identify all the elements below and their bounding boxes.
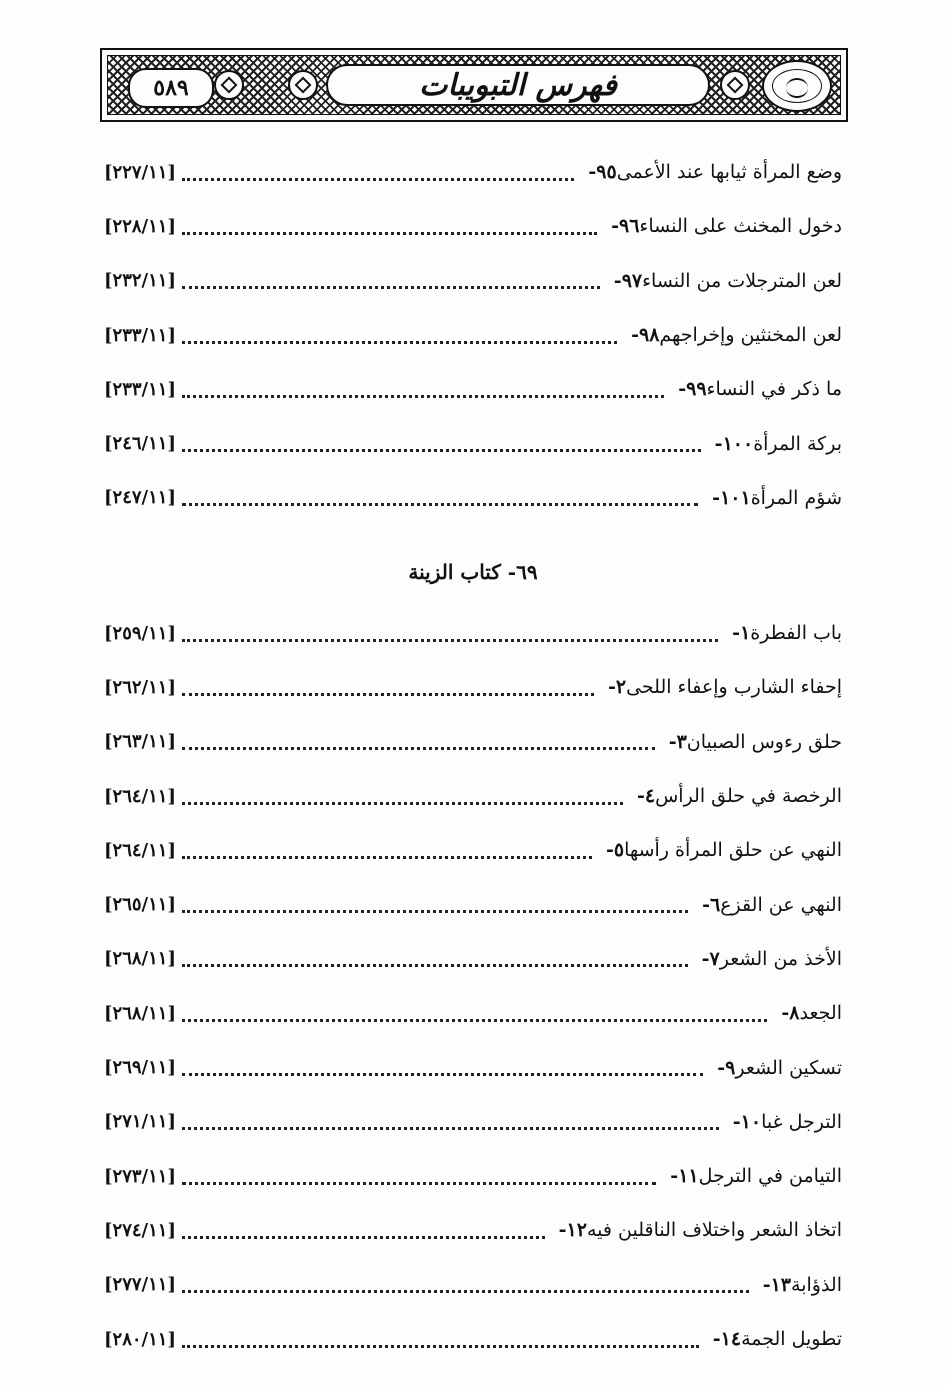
toc-entry[interactable] [104, 471, 842, 525]
entry-number: ٩٩- [678, 378, 707, 401]
entry-number: ١٠١- [712, 486, 751, 509]
entry-number: ٩٦- [611, 215, 640, 238]
entry-title: تطويل الجمة [741, 1328, 842, 1350]
leader-dots [182, 856, 592, 859]
entry-reference: [٢٣٣/١١] [104, 324, 176, 346]
entry-reference: [٢٤٦/١١] [104, 433, 176, 455]
entry-reference: [٢٦٢/١١] [104, 676, 176, 698]
entry-number: ١- [732, 622, 751, 645]
entry-title-group [580, 161, 842, 183]
entry-title-group [603, 215, 842, 237]
page-header [100, 48, 848, 122]
entry-number: ٩٥- [588, 161, 617, 184]
entry-reference: [٢٢٨/١١] [104, 215, 176, 237]
entry-title-group [598, 839, 842, 861]
entry-number: ٩٨- [631, 324, 660, 347]
entry-number: ٥- [605, 839, 625, 862]
entry-reference: [٢٥٩/١١] [104, 622, 176, 644]
toc-entry[interactable] [104, 660, 842, 714]
entry-title: لعن المترجلات من النساء [642, 269, 842, 292]
ornament-icon [214, 70, 244, 100]
ornament-icon [720, 70, 750, 100]
entry-title: تسكين الشعر [735, 1056, 842, 1079]
entry-title: الترجل غبا [761, 1110, 842, 1133]
entry-title: الأخذ من الشعر [719, 947, 842, 970]
page-number: ٥٨٩ [153, 75, 189, 101]
toc-entry[interactable] [104, 308, 842, 362]
entry-title-group [623, 324, 842, 346]
entry-title: إحفاء الشارب وإعفاء اللحى [626, 676, 842, 699]
entry-reference: [٢٤٧/١١] [104, 487, 176, 509]
entry-title: باب الفطرة [750, 622, 842, 645]
entry-reference: [٢٧٣/١١] [104, 1165, 176, 1187]
entry-title: الجعد [799, 1002, 842, 1025]
entry-title: النهي عن حلق المرأة رأسها [624, 839, 842, 862]
leader-dots [182, 1073, 703, 1076]
toc-entry[interactable] [104, 1040, 842, 1094]
toc-entry[interactable] [104, 715, 842, 769]
entry-title-group [709, 1057, 842, 1079]
entry-reference: [٢٧١/١١] [104, 1111, 176, 1133]
leader-dots [182, 747, 655, 750]
toc-entry[interactable] [104, 416, 842, 470]
entry-title: التيامن في الترجل [698, 1165, 842, 1188]
entry-number: ٩- [717, 1056, 736, 1079]
entry-title-group [629, 785, 842, 807]
leader-dots [182, 449, 701, 452]
leader-dots [182, 802, 623, 805]
toc-list-section-1 [104, 145, 842, 525]
entry-number: ٨- [781, 1002, 800, 1025]
entry-number: ١٣- [762, 1273, 792, 1296]
entry-reference: [٢٨٠/١١] [104, 1328, 176, 1350]
entry-title-group [606, 270, 842, 292]
entry-title: ما ذكر في النساء [706, 378, 842, 401]
ornament-icon [288, 70, 318, 100]
entry-reference: [٢٧٧/١١] [104, 1274, 176, 1296]
toc-entry[interactable] [104, 199, 842, 253]
entry-title: النهي عن القزع [720, 893, 842, 916]
entry-number: ١١- [670, 1165, 699, 1188]
toc-entry[interactable] [104, 823, 842, 877]
toc-entry[interactable] [104, 932, 842, 986]
toc-entry[interactable] [104, 1203, 842, 1257]
entry-title-group [694, 948, 842, 970]
title-cartouche [326, 64, 710, 106]
leader-dots [182, 395, 664, 398]
entry-title-group [551, 1219, 842, 1241]
toc-entry[interactable] [104, 1312, 842, 1366]
entry-reference: [٢٢٧/١١] [104, 161, 176, 183]
page-number-cartouche [128, 68, 214, 108]
entry-reference: [٢٦٤/١١] [104, 785, 176, 807]
leader-dots [182, 1236, 545, 1239]
page-title: فهرس التبويبات [419, 67, 617, 103]
entry-title-group [694, 894, 842, 916]
entry-reference: [٢٦٤/١١] [104, 839, 176, 861]
leader-dots [182, 1182, 656, 1185]
entry-title-group [724, 622, 842, 644]
entry-title: الذؤابة [791, 1273, 842, 1296]
entry-title-group [661, 731, 842, 753]
leader-dots [182, 639, 718, 642]
toc-entry[interactable] [104, 606, 842, 660]
entry-title-group [705, 1328, 842, 1350]
entry-reference: [٢٣٢/١١] [104, 270, 176, 292]
entry-reference: [٢٦٥/١١] [104, 894, 176, 916]
entry-title: لعن المخنثين وإخراجهم [659, 324, 842, 347]
entry-number: ٤- [636, 785, 656, 808]
entry-title: شؤم المرأة [750, 486, 842, 509]
leader-dots [182, 964, 688, 967]
entry-reference: [٢٦٨/١١] [104, 1002, 176, 1024]
toc-entry[interactable] [104, 769, 842, 823]
entry-number: ٢- [607, 676, 627, 699]
entry-title: الرخصة في حلق الرأس [655, 785, 842, 808]
toc-entry[interactable] [104, 362, 842, 416]
entry-number: ١٠- [732, 1110, 762, 1133]
leader-dots [182, 232, 597, 235]
leader-dots [182, 503, 698, 506]
entry-number: ٦- [702, 893, 721, 916]
entry-title: بركة المرأة [753, 432, 842, 455]
leader-dots [182, 1345, 699, 1348]
toc-entry[interactable] [104, 254, 842, 308]
entry-title: اتخاذ الشعر واختلاف الناقلين فيه [586, 1219, 842, 1242]
header-border-pattern [107, 55, 841, 115]
toc-entry[interactable] [104, 1095, 842, 1149]
entry-title-group [755, 1274, 842, 1296]
toc-entry[interactable] [104, 986, 842, 1040]
toc-entry[interactable] [104, 145, 842, 199]
leader-dots [182, 286, 600, 289]
entry-title-group [773, 1002, 842, 1024]
entry-number: ١٢- [558, 1219, 587, 1242]
entry-number: ١٠٠- [714, 432, 754, 455]
entry-title-group [725, 1111, 842, 1133]
section-heading: ٦٩- كتاب الزينة [408, 560, 538, 584]
entry-reference: [٢٧٤/١١] [104, 1219, 176, 1241]
entry-number: ٩٧- [613, 269, 643, 292]
leader-dots [182, 1290, 749, 1293]
entry-number: ٧- [701, 947, 720, 970]
leader-dots [182, 178, 574, 181]
toc-entry[interactable] [104, 1149, 842, 1203]
toc-list-section-2 [104, 606, 842, 1366]
entry-title-group [704, 487, 842, 509]
entry-title: دخول المخنث على النساء [639, 215, 842, 238]
leader-dots [182, 1019, 767, 1022]
entry-number: ١٤- [712, 1328, 742, 1350]
entry-reference: [٢٣٣/١١] [104, 378, 176, 400]
entry-title-group [662, 1165, 842, 1187]
entry-title: حلق رءوس الصبيان [686, 730, 842, 753]
entry-reference: [٢٦٩/١١] [104, 1057, 176, 1079]
leader-dots [182, 341, 617, 344]
entry-title: وضع المرأة ثيابها عند الأعمى [616, 161, 842, 184]
entry-reference: [٢٦٨/١١] [104, 948, 176, 970]
leader-dots [182, 1127, 719, 1130]
entry-title-group [670, 378, 842, 400]
entry-reference: [٢٦٣/١١] [104, 731, 176, 753]
toc-entry[interactable] [104, 1258, 842, 1312]
entry-number: ٣- [668, 730, 687, 753]
leader-dots [182, 910, 688, 913]
entry-title-group [600, 676, 842, 698]
leader-dots [182, 693, 594, 696]
emblem-logo-icon [762, 60, 832, 112]
entry-title-group [707, 433, 842, 455]
toc-entry[interactable] [104, 877, 842, 931]
